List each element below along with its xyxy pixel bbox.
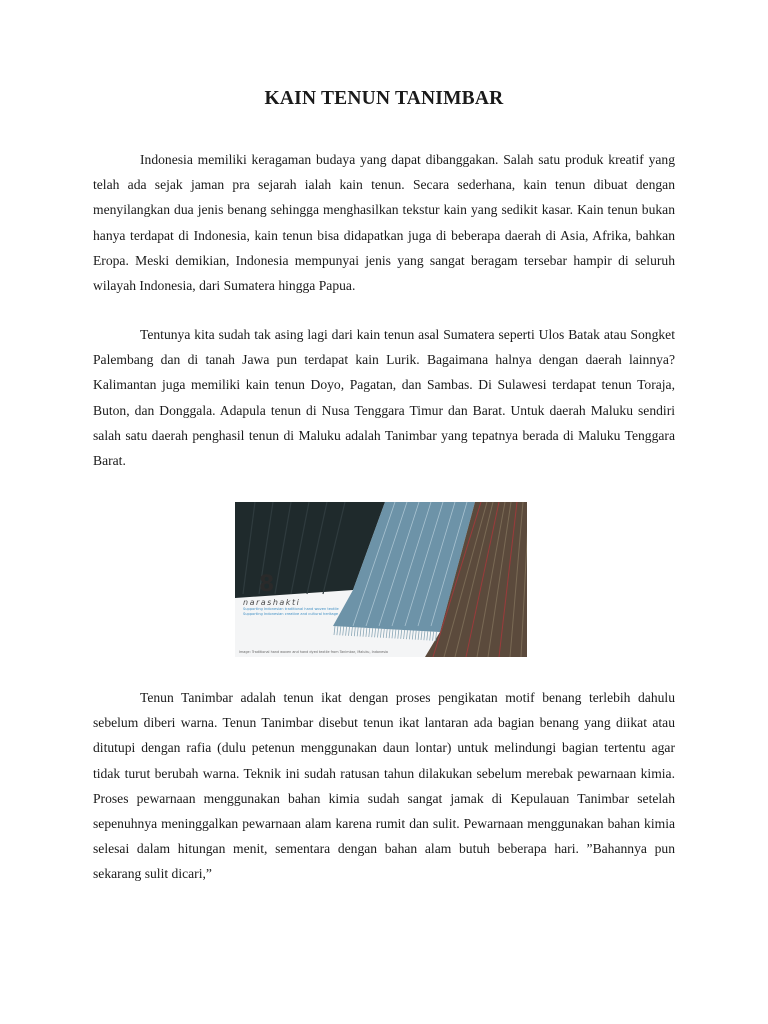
cloth-fringe [412,631,413,640]
cloth-fringe [409,630,410,639]
brand-name: narashakti [243,598,301,607]
brand-logo [243,574,383,617]
cloth-fringe [392,629,393,638]
cloth-fringe [415,631,416,640]
cloth-fringe [369,628,370,637]
textile-photo [235,502,527,657]
cloth-fringe [401,630,402,639]
cloth-fringe [430,632,431,641]
brand-mark: 8 [259,572,275,597]
cloth-fringe [375,628,376,637]
cloth-fringe [366,628,367,637]
cloth-fringe [372,628,373,637]
cloth-fringe [354,627,355,636]
cloth-fringe [343,627,344,636]
cloth-fringe [337,626,338,635]
cloth-fringe [386,629,387,638]
cloth-fringe [421,631,422,640]
cloth-fringe [427,631,428,640]
brand-tagline-1: Supporting Indonesian traditional hand woven textile [243,607,339,611]
cloth-fringe [395,630,396,639]
cloth-fringe [398,630,399,639]
cloth-fringe [363,628,364,637]
cloth-fringe [424,631,425,640]
cloth-fringe [340,626,341,635]
cloth-fringe [351,627,352,636]
paragraph-regions: Tentunya kita sudah tak asing lagi dari kain tenun asal Sumatera seperti Ulos Batak atau Songket Palembang dan di tanah Jawa pun terdapat kain Lurik. Bagaimana halnya dengan daerah lainnya? Kalimantan juga memiliki kain tenun Doyo, Pagatan, dan Sambas. Di Sulawesi terdapat tenun Toraja, Buton, dan Donggala. Adapula tenun di Nusa Tenggara Timur dan Barat. Untuk daerah Maluku sendiri salah satu daerah penghasil tenun di Maluku adalah Tanimbar yang tepatnya berada di Maluku Tenggara Barat. [93,327,675,469]
photo-caption: Image: Traditional hand woven and hand dyed textile from Tanimbar, Maluku, Indonesia [239,650,389,654]
cloth-fringe [360,628,361,637]
cloth-fringe [334,626,335,635]
brand-tagline-2: Supporting Indonesian creative and cultural heritage [243,612,339,616]
cloth-fringe [407,630,408,639]
cloth-fringe [433,632,434,641]
document-title: KAIN TENUN TANIMBAR [264,88,504,109]
cloth-fringe [346,627,347,636]
cloth-fringe [418,631,419,640]
cloth-fringe [404,630,405,639]
cloth-fringe [383,629,384,638]
cloth-fringe [378,629,379,638]
cloth-fringe [389,629,390,638]
cloth-fringe [357,627,358,636]
cloth-fringe [380,629,381,638]
paragraph-tanimbar: Tenun Tanimbar adalah tenun ikat dengan proses pengikatan motif benang terlebih dahulu sebelum diberi warna. Tenun Tanimbar disebut tenun ikat lantaran ada bagian benang yang diikat atau ditutupi dengan rafia (dulu petenun menggunakan daun lontar) untuk melindungi bagian tertentu agar tidak turut berubah warna. Teknik ini sudah ratusan tahun dilakukan sebelum merebak pewarnaan kimia. Proses pewarnaan menggunakan bahan kimia sudah sangat jamak di Kepulauan Tanimbar setelah sepenuhnya meninggalkan pewarnaan alam karena rumit dan sulit. Pewarnaan menggunakan bahan kimia selesai dalam hitungan menit, sementara dengan bahan alam butuh beberapa hari. ”Bahannya pun sekarang sulit dicari,” [93,690,675,882]
cloth-fringe [349,627,350,636]
paragraph-intro: Indonesia memiliki keragaman budaya yang dapat dibanggakan. Salah satu produk kreatif yang telah ada sejak jaman pra sejarah ialah kain tenun. Secara sederhana, kain tenun dibuat dengan menyilangkan dua jenis benang sehingga menghasilkan tekstur kain yang sedikit kasar. Kain tenun bukan hanya terdapat di Indonesia, kain tenun bisa didapatkan juga di beberapa daerah di Asia, Afrika, bahkan Eropa. Meski demikian, Indonesia mempunyai jenis yang sangat beragam tersebar hampir di seluruh wilayah Indonesia, dari Sumatera hingga Papua. [93,152,675,294]
